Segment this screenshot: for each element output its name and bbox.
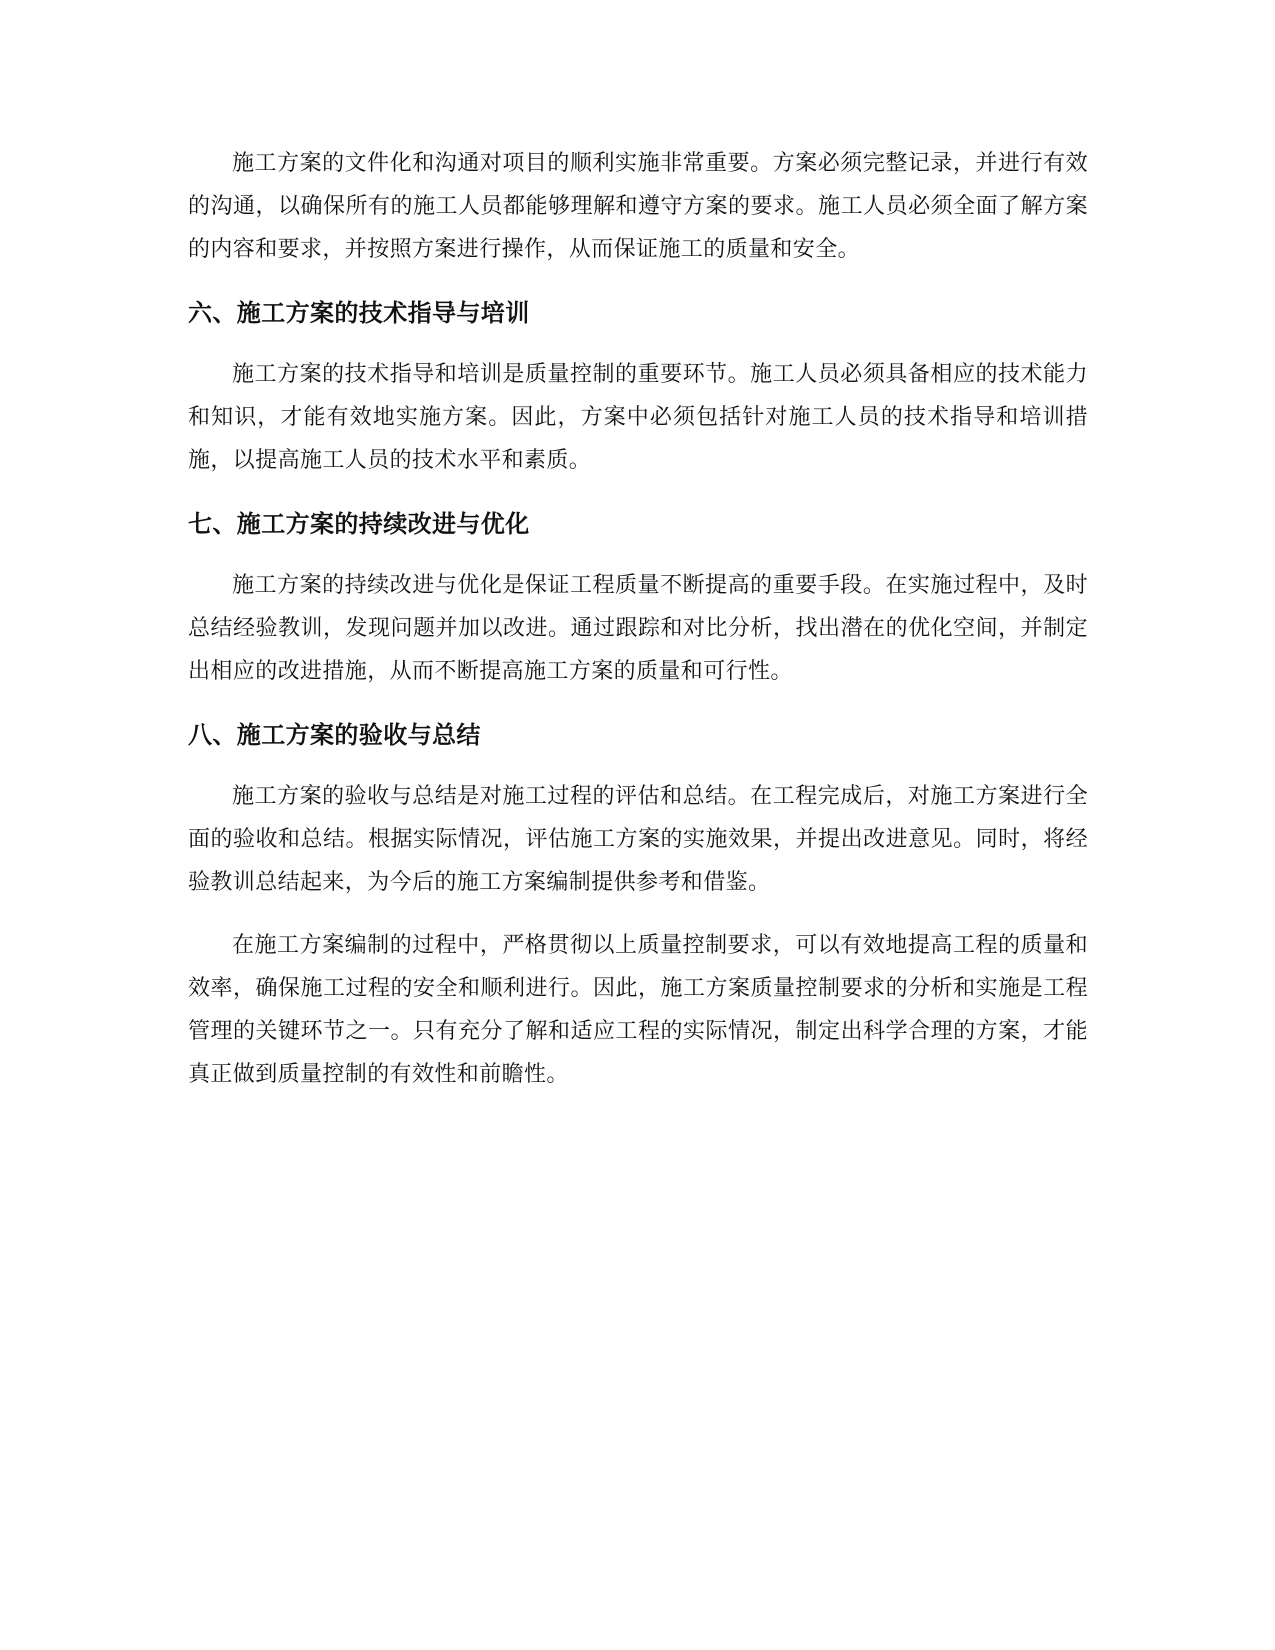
document-body	[188, 142, 1088, 1096]
paragraph-acceptance: 施工方案的验收与总结是对施工过程的评估和总结。在工程完成后，对施工方案进行全面的验收和总结。根据实际情况，评估施工方案的实施效果，并提出改进意见。同时，将经验教训总结起来，为今后的施工方案编制提供参考和借鉴。	[188, 784, 1088, 895]
paragraph-conclusion: 在施工方案编制的过程中，严格贯彻以上质量控制要求，可以有效地提高工程的质量和效率，确保施工过程的安全和顺利进行。因此，施工方案质量控制要求的分析和实施是工程管理的关键环节之一。只有充分了解和适应工程的实际情况，制定出科学合理的方案，才能真正做到质量控制的有效性和前瞻性。	[188, 933, 1088, 1087]
section-heading-8: 八、施工方案的验收与总结	[188, 721, 481, 749]
paragraph-training: 施工方案的技术指导和培训是质量控制的重要环节。施工人员必须具备相应的技术能力和知识，才能有效地实施方案。因此，方案中必须包括针对施工人员的技术指导和培训措施，以提高施工人员的技术水平和素质。	[188, 362, 1088, 473]
paragraph-improvement: 施工方案的持续改进与优化是保证工程质量不断提高的重要手段。在实施过程中，及时总结经验教训，发现问题并加以改进。通过跟踪和对比分析，找出潜在的优化空间，并制定出相应的改进措施，从而不断提高施工方案的质量和可行性。	[188, 573, 1088, 684]
paragraph-documentation: 施工方案的文件化和沟通对项目的顺利实施非常重要。方案必须完整记录，并进行有效的沟通，以确保所有的施工人员都能够理解和遵守方案的要求。施工人员必须全面了解方案的内容和要求，并按照方案进行操作，从而保证施工的质量和安全。	[188, 151, 1088, 262]
section-heading-6: 六、施工方案的技术指导与培训	[188, 299, 530, 327]
section-heading-7: 七、施工方案的持续改进与优化	[188, 510, 530, 538]
